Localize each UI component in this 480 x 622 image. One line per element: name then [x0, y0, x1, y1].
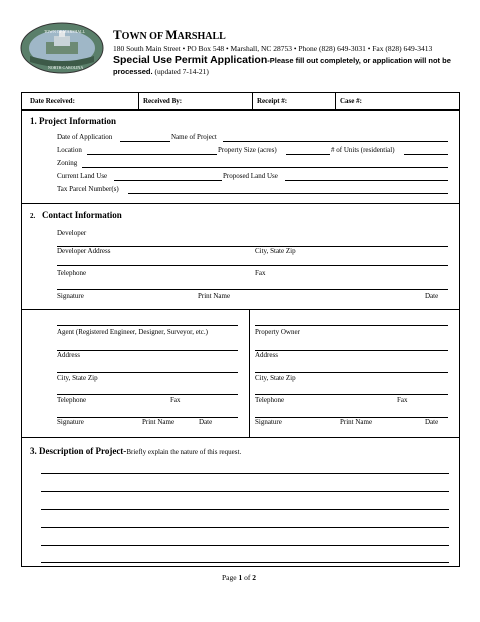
town-name: TOWN OF MARSHALL: [113, 27, 226, 42]
name-of-project-label: Name of Project: [171, 133, 217, 141]
property-size-label: Property Size (acres): [218, 146, 277, 154]
agent-address-label: Address: [57, 351, 80, 359]
description-line[interactable]: [41, 545, 449, 546]
owner-field[interactable]: [255, 350, 448, 351]
owner-address-field[interactable]: [255, 372, 448, 373]
name-of-project-field[interactable]: [223, 141, 448, 142]
owner-city-field[interactable]: [255, 394, 448, 395]
agent-fax-label: Fax: [170, 396, 181, 404]
page-number: Page 1 of 2: [222, 573, 256, 582]
town-seal-logo: [20, 22, 104, 74]
owner-date-label: Date: [425, 418, 439, 426]
description-line[interactable]: [41, 473, 449, 474]
title-note-line2: processed. (updated 7-14-21): [113, 67, 209, 76]
header-address: 180 South Main Street • PO Box 548 • Marshall, NC 28753 • Phone (828) 649-3031 • Fax (828) 649-3413: [113, 44, 433, 53]
section-divider: [21, 437, 460, 438]
units-field[interactable]: [404, 154, 448, 155]
owner-signature-label: Signature: [255, 418, 282, 426]
seal-text-top: TOWN OF MARSHALL: [44, 29, 86, 34]
tax-parcel-label: Tax Parcel Number(s): [57, 185, 119, 193]
agent-top-field[interactable]: [57, 325, 238, 326]
seal-text-bottom: NORTH CAROLINA: [48, 65, 84, 70]
project-info-heading: 1. Project Information: [30, 116, 117, 126]
developer-telephone-label: Telephone: [57, 269, 87, 277]
date-of-application-field[interactable]: [120, 141, 170, 142]
owner-label: Property Owner: [255, 328, 300, 336]
agent-address-field[interactable]: [57, 372, 238, 373]
office-use-row: [21, 92, 460, 110]
agent-city-label: City, State Zip: [57, 374, 98, 382]
developer-city-label: City, State Zip: [255, 247, 296, 255]
description-line[interactable]: [41, 509, 449, 510]
agent-field[interactable]: [57, 350, 238, 351]
location-field[interactable]: [87, 154, 217, 155]
description-heading: 3. Description of Project-Briefly explain the nature of this request.: [30, 446, 242, 456]
developer-telephone-field[interactable]: [57, 289, 448, 290]
developer-address-field[interactable]: [57, 265, 448, 266]
agent-signature-label: Signature: [57, 418, 84, 426]
location-label: Location: [57, 146, 82, 154]
case-label: Case #:: [340, 97, 362, 105]
zoning-field[interactable]: [82, 167, 448, 168]
agent-print-name-label: Print Name: [142, 418, 175, 426]
current-land-use-label: Current Land Use: [57, 172, 108, 180]
page-title: Special Use Permit Application-Please fill out completely, or application will not be: [113, 54, 451, 66]
developer-date-label: Date: [425, 292, 439, 300]
developer-address-label: Developer Address: [57, 247, 111, 255]
received-by-label: Received By:: [143, 97, 183, 105]
date-received-label: Date Received:: [30, 97, 75, 105]
description-line[interactable]: [41, 491, 449, 492]
agent-city-field[interactable]: [57, 394, 238, 395]
contact-info-heading: 2. Contact Information: [30, 210, 122, 220]
proposed-land-use-label: Proposed Land Use: [223, 172, 278, 180]
description-line[interactable]: [41, 527, 449, 528]
section-divider: [21, 309, 460, 310]
tax-parcel-field[interactable]: [128, 193, 448, 194]
agent-label: Agent (Registered Engineer, Designer, Surveyor, etc.): [57, 328, 208, 336]
zoning-label: Zoning: [57, 159, 78, 167]
developer-print-name-label: Print Name: [198, 292, 231, 300]
property-size-field[interactable]: [286, 154, 330, 155]
agent-date-label: Date: [199, 418, 213, 426]
developer-signature-label: Signature: [57, 292, 84, 300]
developer-label: Developer: [57, 229, 87, 237]
owner-fax-label: Fax: [397, 396, 408, 404]
description-line[interactable]: [41, 562, 449, 563]
owner-print-name-label: Print Name: [340, 418, 373, 426]
units-label: # of Units (residential): [331, 146, 395, 154]
owner-address-label: Address: [255, 351, 278, 359]
agent-telephone-label: Telephone: [57, 396, 87, 404]
developer-fax-label: Fax: [255, 269, 266, 277]
agent-owner-divider: [249, 309, 250, 437]
owner-top-field[interactable]: [255, 325, 448, 326]
receipt-label: Receipt #:: [257, 97, 288, 105]
proposed-land-use-field[interactable]: [285, 180, 448, 181]
developer-field[interactable]: [57, 246, 448, 247]
owner-city-label: City, State Zip: [255, 374, 296, 382]
current-land-use-field[interactable]: [114, 180, 222, 181]
date-of-application-label: Date of Application: [57, 133, 113, 141]
owner-telephone-label: Telephone: [255, 396, 285, 404]
section-divider: [21, 203, 460, 204]
